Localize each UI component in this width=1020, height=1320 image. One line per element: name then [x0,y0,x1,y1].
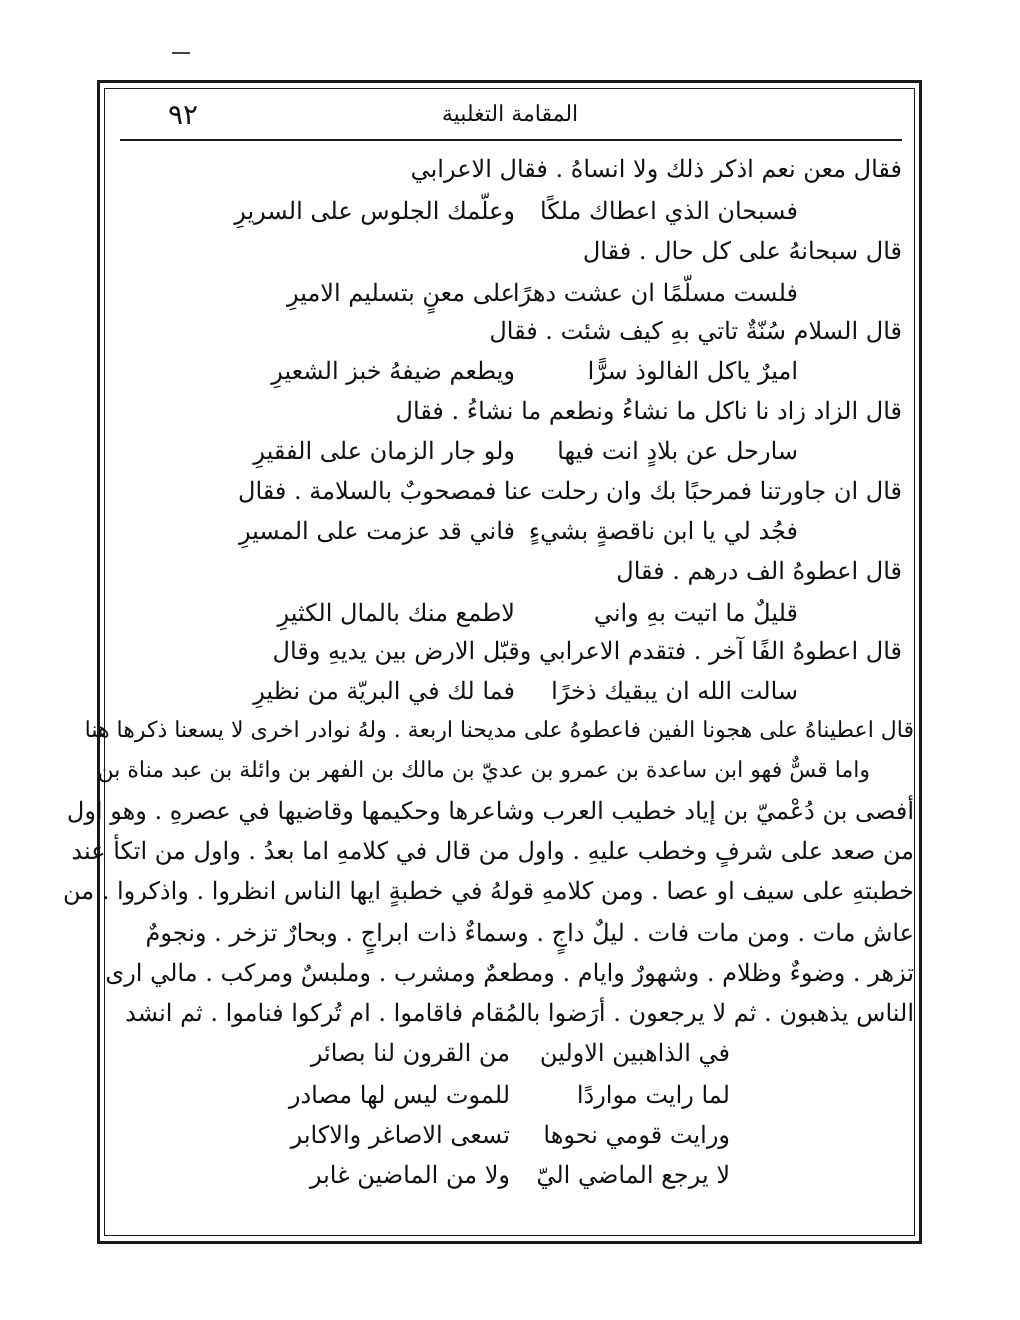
body-line: قال اعطوهُ الفًا آخر . فتقدم الاعرابي وقبّل الارض بين يديهِ وقال [272,637,902,665]
header-rule [120,139,902,141]
body-line: فقال معن نعم اذكر ذلك ولا انساهُ . فقال الاعرابي [410,155,902,183]
body-line: خطبتهِ على سيف او عصا . ومن كلامهِ قولهُ في خطبةٍ ايها الناس انظروا . واذكروا . من [62,877,914,905]
body-line: قال سبحانهُ على كل حال . فقال [582,237,902,265]
verse-hemistich-second: ويطعم ضيفهُ خبز الشعيرِ [271,357,515,385]
verse-hemistich-second: ولو جار الزمان على الفقيرِ [253,437,515,465]
body-line: عاش مات . ومن مات فات . ليلٌ داجٍ . وسماءٌ ذات ابراجٍ . وبحارٌ تزخر . ونجومٌ [145,919,914,947]
verse-hemistich-first: سارحل عن بلادٍ انت فيها [557,437,798,465]
chapter-title: المقامة التغلبية [441,102,579,127]
body-line: من صعد على شرفٍ وخطب عليهِ . واول من قال في كلامهِ اما بعدُ . واول من اتكأ عند [71,837,914,865]
verse-hemistich-first: لا يرجع الماضي اليّ [536,1161,730,1189]
verse-hemistich-second: ولا من الماضين غابر [309,1161,510,1189]
verse-hemistich-second: لاطمع منك بالمال الكثيرِ [277,599,515,627]
verse-hemistich-first: في الذاهبين الاولين [539,1039,730,1067]
body-line: أفصى بن دُعْميّ بن إياد خطيب العرب وشاعرها وحكيمها وقاضيها في عصرهِ . وهو اول [66,797,914,825]
verse-hemistich-first: فسبحان الذي اعطاك ملكًا [540,197,798,225]
verse-hemistich-second: من القرون لنا بصائر [310,1039,510,1067]
verse-hemistich-first: سالت الله ان يبقيك ذخرًا [551,677,798,705]
verse-hemistich-second: للموت ليس لها مصادر [288,1081,510,1109]
verse-hemistich-first: فجُد لي يا ابن ناقصةٍ بشيءٍ [528,517,798,545]
verse-hemistich-first: اميرٌ ياكل الفالوذ سرًّا [587,357,798,385]
verse-hemistich-second: وعلّمك الجلوس على السريرِ [234,197,515,225]
body-line: الناس يذهبون . ثم لا يرجعون . أرَضوا بالمُقام فاقاموا . ام تُركوا فناموا . ثم انشد [125,999,914,1027]
body-line: تزهر . وضوءٌ وظلام . وشهورٌ وايام . ومطعمٌ ومشرب . وملبسٌ ومركب . مالي ارى [105,959,914,987]
verse-hemistich-first: ورايت قومي نحوها [543,1121,730,1149]
body-line: واما قسٌّ فهو ابن ساعدة بن عمرو بن عديّ بن مالك بن الفهر بن وائلة بن عبد مناة بن [97,758,870,783]
scan-mark [172,52,190,54]
page-number: ٩٢ [168,98,199,131]
body-line: قال الزاد زاد نا ناكل ما نشاءُ ونطعم ما نشاءُ . فقال [395,397,902,425]
verse-hemistich-second: على معنٍ بتسليم الاميرِ [286,279,515,307]
running-header [110,96,910,136]
body-line: قال اعطيناهُ على هجونا الفين فاعطوهُ على مديحنا اربعة . ولهُ نوادر اخرى لا يسعنا ذكرها هنا [84,718,914,743]
verse-hemistich-first: فلست مسلّمًا ان عشت دهرًا [512,279,798,307]
body-line: قال ان جاورتنا فمرحبًا بك وان رحلت عنا فمصحوبٌ بالسلامة . فقال [238,477,902,505]
verse-hemistich-second: فاني قد عزمت على المسيرِ [238,517,515,545]
verse-hemistich-first: لما رايت مواردًا [576,1081,730,1109]
body-line: قال اعطوهُ الف درهم . فقال [616,557,902,585]
verse-hemistich-second: تسعى الاصاغر والاكابر [290,1121,510,1149]
body-line: قال السلام سُنّةٌ تاتي بهِ كيف شئت . فقال [489,317,902,345]
verse-hemistich-first: قليلٌ ما اتيت بهِ واني [593,599,798,627]
verse-hemistich-second: فما لك في البريّة من نظيرِ [253,677,515,705]
